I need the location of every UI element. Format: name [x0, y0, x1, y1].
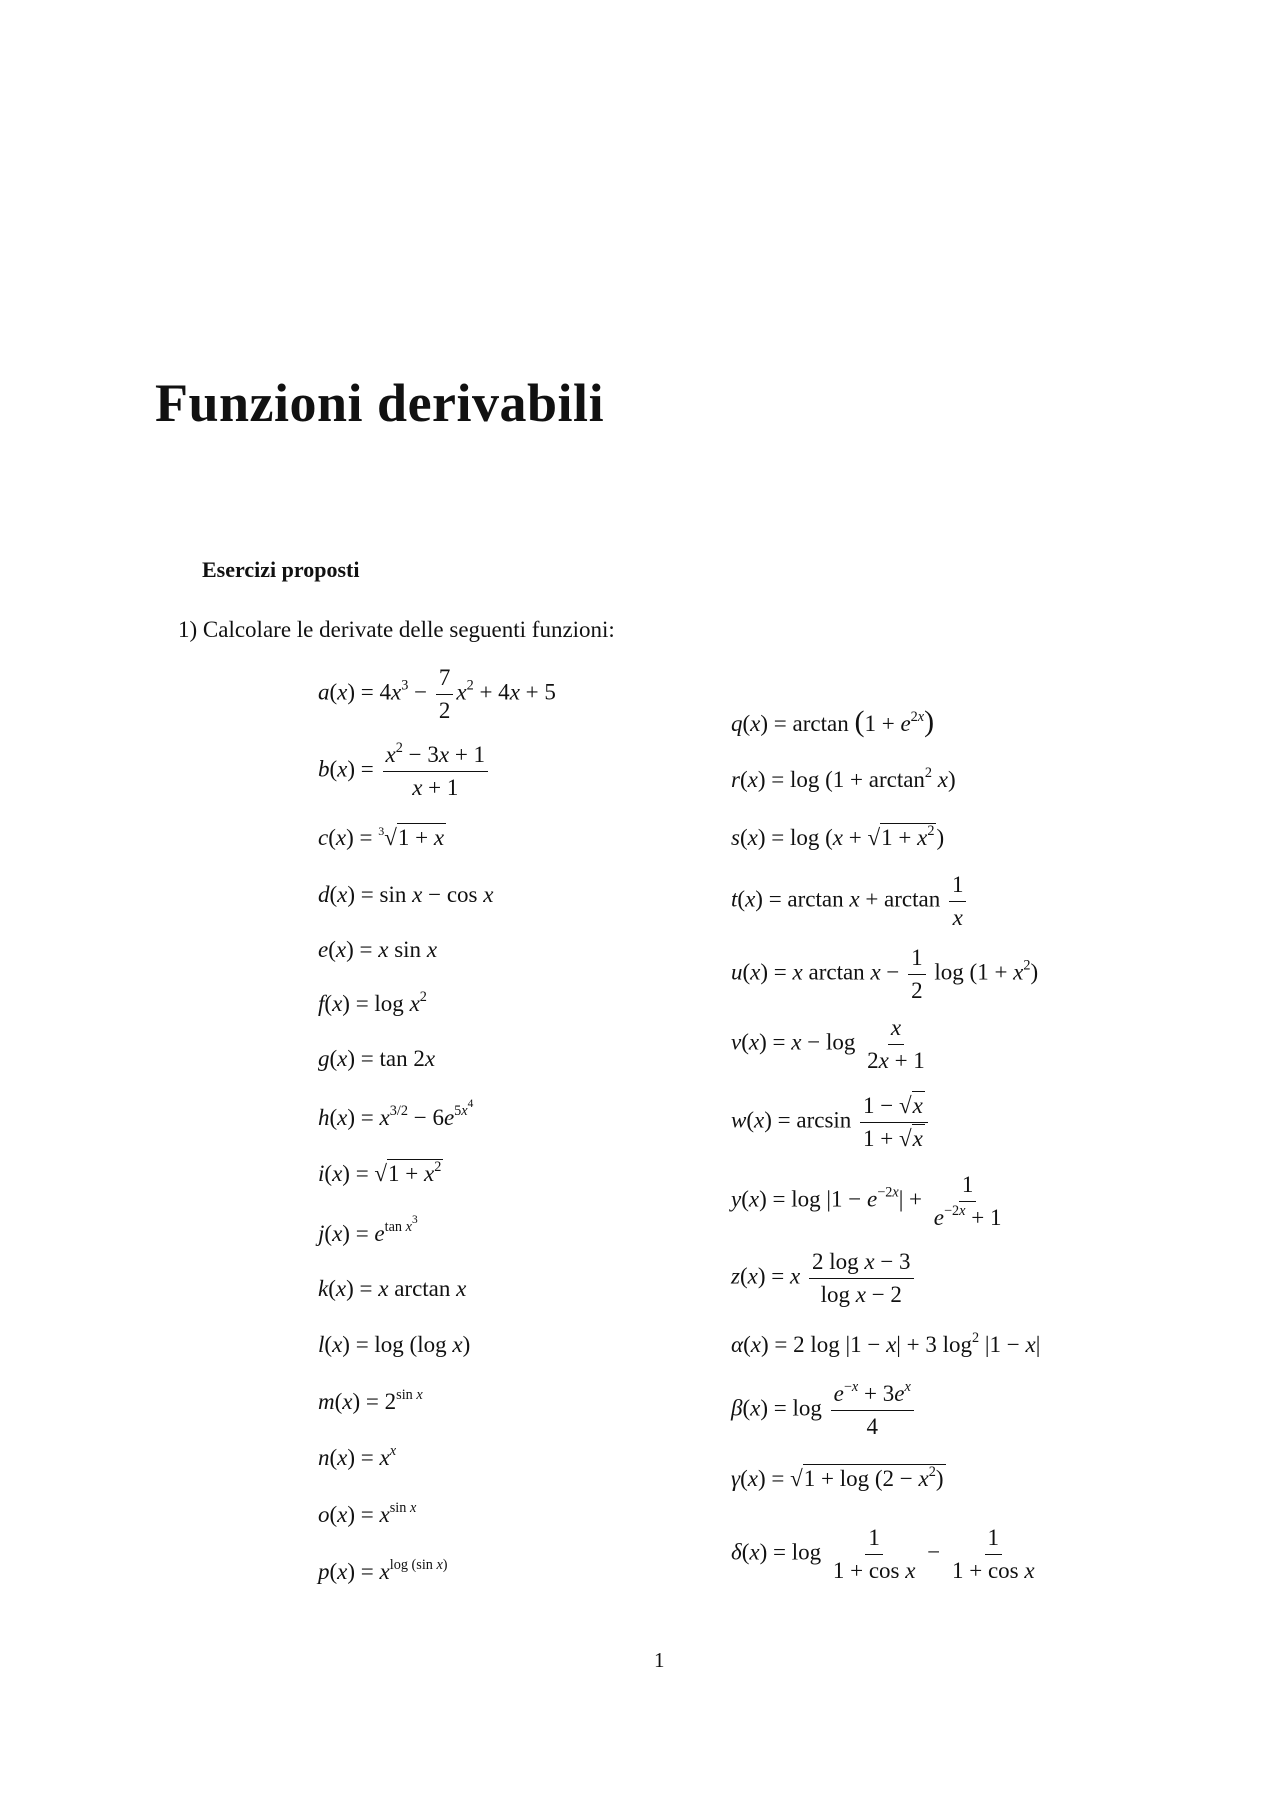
formula-alpha: α(x) = 2 log |1 − x| + 3 $\log^2 |1 - x|$	[731, 1330, 1041, 1357]
formula-c: c(x) = $^3$√1 + x	[318, 824, 445, 850]
formula-q: $q(x) = \arctan (1 + e^{2x})$	[731, 705, 935, 738]
formula-v: v(x) = x − log $\frac{x}{2x + 1}$	[731, 1015, 925, 1073]
exercise-prompt: 1) Calcolare le derivate delle seguenti funzioni:	[178, 617, 615, 642]
formula-z: z(x) = x $\frac{\text{2 log x − 3}}{\text{log x − 2}}$	[731, 1249, 917, 1308]
formula-f: $f(x) = \log x^2$	[318, 989, 427, 1016]
formula-i: $i(x) = √1 + x^2$	[318, 1159, 442, 1186]
formula-n: $n(x) = x^x$	[318, 1443, 397, 1470]
formula-b: b(x) = $\frac{x^2 - 3x + 1}{x + 1}$	[318, 742, 491, 801]
formula-g: g(x) = tan 2x	[318, 1046, 436, 1071]
formula-delta: δ(x) = log $\frac{1}{\text{1 + cos x}}$ − $\frac{1}{\text{1 + cos x}}$	[731, 1525, 1035, 1583]
formula-t: t(x) = arctan x + arctan $\frac{1}{x}$	[731, 872, 969, 931]
formula-e: e(x) = x sin x	[318, 937, 438, 962]
formula-k: k(x) = x arctan x	[318, 1276, 467, 1301]
page-title: Funzioni derivabili	[155, 373, 605, 433]
formula-d: d(x) = sin x − cos x	[318, 882, 494, 907]
formula-a: $a(x) = 4x^3$ − $\frac{7}{2}$ $x^2 + 4x + 5$	[318, 665, 556, 723]
formula-r: $r(x) = \log (1 + \arctan^2 x)$	[731, 765, 956, 792]
formula-p: $p(x) = x^{log (sin x)}$	[318, 1557, 448, 1584]
page-number: 1	[654, 1648, 665, 1672]
formula-gamma: $\gamma(x) = √1 + \log (2 - x^2)$	[731, 1464, 944, 1491]
section-heading: Esercizi proposti	[202, 557, 360, 582]
formula-beta: β(x) = log $\frac{e^{-x} + 3e^x}{4}$	[731, 1381, 917, 1440]
formula-s: $s(x) = \log (x + √1 + x^2)$	[731, 823, 945, 850]
formula-j: $j(x) = e^{tan x^3}$	[318, 1214, 418, 1246]
formula-m: $m(x) = 2^{sin x}$	[318, 1387, 423, 1414]
formula-h: $h(x) = x^{3/2} - 6e^{5x^4}$	[318, 1098, 474, 1130]
formula-w: w(x) = arcsin $\frac{1 - √x}{1 + √x}$	[731, 1093, 931, 1152]
formula-l: l(x) = log (log x)	[318, 1332, 471, 1357]
formula-y: $y(x) = \log |1 - e^{-2x}|$ + $\frac{1}{e^{-2x} + 1}$	[731, 1172, 1002, 1230]
formula-o: $o(x) = x^{sin x}$	[318, 1500, 417, 1527]
formula-u: u(x) = x arctan x − $\frac{1}{2}$ $\log (1 + x^2)$	[731, 945, 1039, 1003]
